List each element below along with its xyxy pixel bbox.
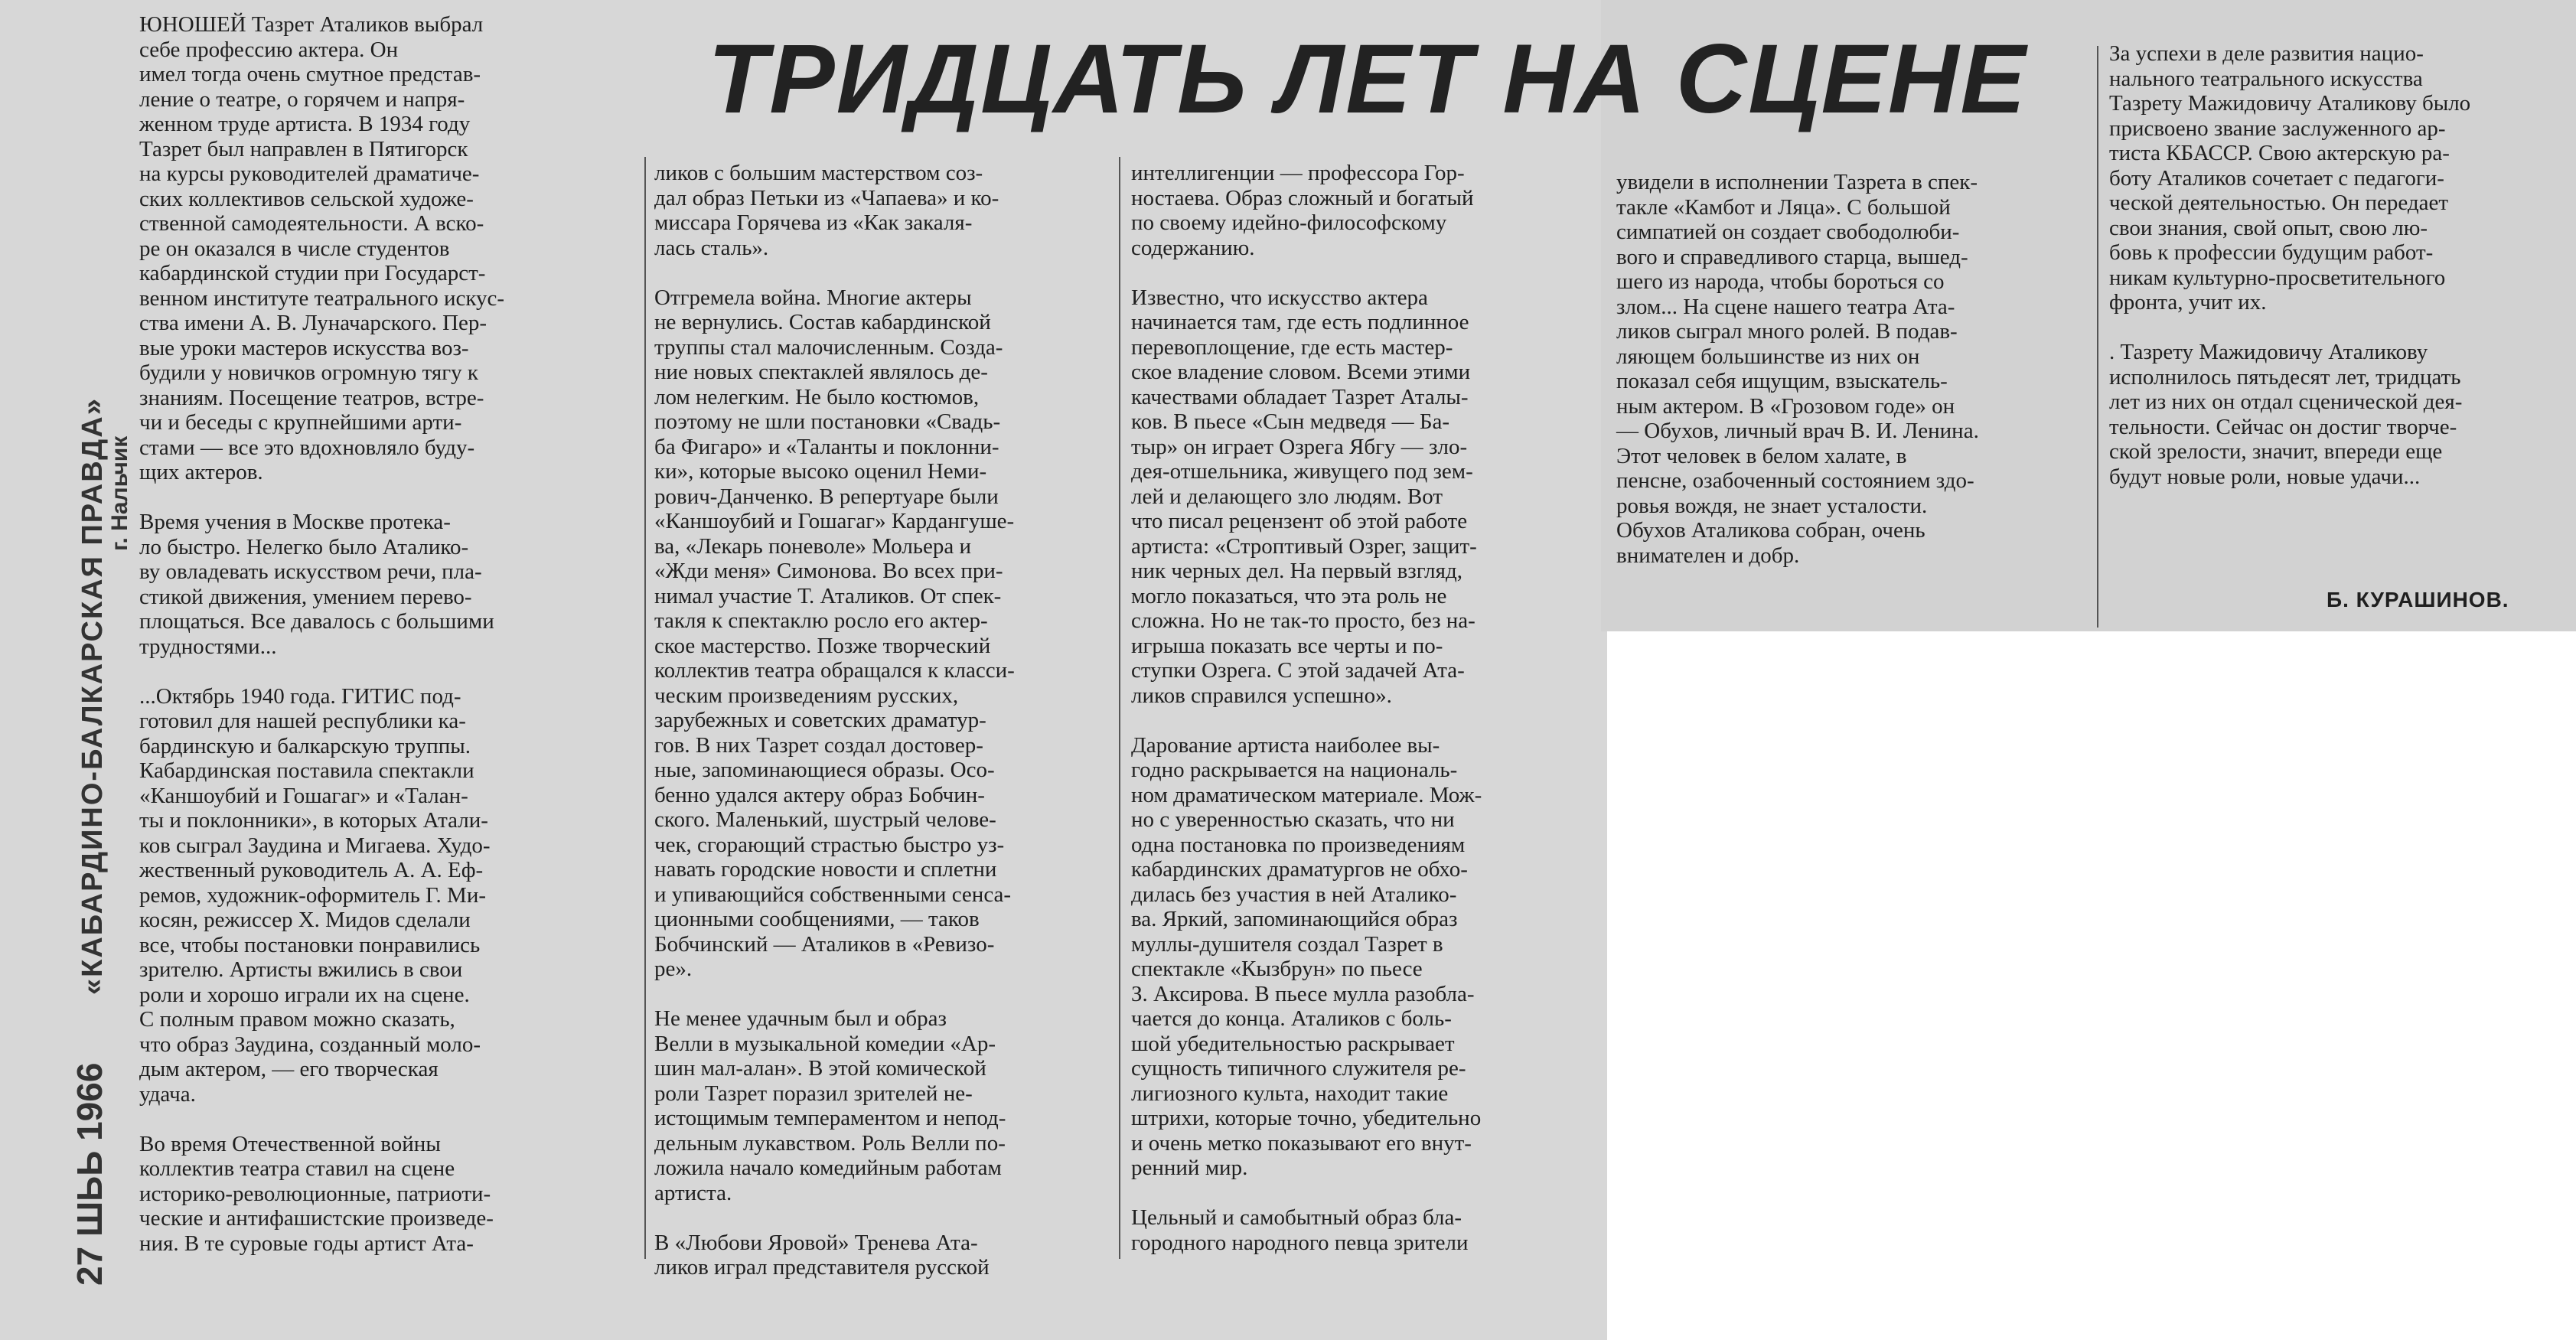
newspaper-name-stamp: «КАБАРДИНО-БАЛКАРСКАЯ ПРАВДА» [77,397,109,995]
date-stamp: 27 ШЬЬ 1966 [70,1062,109,1286]
city-note: г. Нальчик [107,435,132,551]
article-column-4: увидели в исполнении Тазрета в спек- такле «Камбот и Ляца». С большой симпатией он создает свободолюби- вого и справедливого старца, вышед- шего из народа, чтобы бороться со злом... На сцене нашего театра Ата- ликов сыграл много ролей. В подав- ляющем большинстве из них он показал себя ищущим, взыскатель- ным актером. В «Грозовом годе» он — Обухов, личный врач В. И. Ленина. Этот человек в белом халате, в пенсне, озабоченный состоянием здо- ровья вождя, не знает усталости. Обухов Аталикова собран, очень внимателен и добр. [1616,170,1979,568]
article-column-3: интеллигенции — профессора Гор- ностаева. Образ сложный и богатый по своему идейно-философскому содержанию. Известно, что искусство актера начинается там, где есть подлинное перевоплощение, где есть мастер- ское владение словом. Всеми этими качествами обладает Тазрет Аталы- ков. В пьесе «Сын медведя — Ба- тыр» он играет Озрега Ябгу — зло- дея-отшельника, живущего под зем- лей и делающего зло людям. Вот что писал рецензент об этой работе артиста: «Строптивый Озрег, защит- ник черных дел. На первый взгляд, могло показаться, что эта роль не сложна. Но не так-то просто, без на- игрыша показать все черты и по- ступки Озрега. С этой задачей Ата- ликов справился успешно». Дарование артиста наиболее вы- годно раскрывается на националь- ном драматическом материале. Мож- но с уверенностью сказать, что ни одна постановка по произведениям кабардинских драматургов не обхо- дилась без участия в ней Аталико- ва. Яркий, запоминающийся образ муллы-душителя создал Тазрет в спектакле «Кызбрун» по пьесе З. Аксирова. В пьесе мулла разобла- чается до конца. Аталиков с боль- шой убедительностью раскрывает сущность типичного служителя ре- лигиозного культа, находит такие штрихи, которые точно, убедительно и очень метко показывают его внут- ренний мир. Цельный и самобытный образ бла- городного народного певца зрители [1131,161,1482,1255]
article-author: Б. КУРАШИНОВ. [2327,588,2509,611]
article-column-5: За успехи в деле развития нацио- нального театрального искусства Тазрету Мажидовичу Аталикову было присвоено звание заслуженного ар- тиста КБАССР. Свою актерскую ра- боту Аталиков сочетает с педагоги- ческой деятельностью. Он передает свои знания, свой опыт, свою лю- бовь к профессии будущим работ- никам культурно-просветительного фронта, учит их. . Тазрету Мажидовичу Аталикову исполнилось пятьдесят лет, тридцать лет из них он отдал сценической дея- тельности. Сейчас он достиг творче- ской зрелости, значит, впереди еще будут новые роли, новые удачи... [2109,41,2471,489]
article-column-1: ЮНОШЕЙ Тазрет Аталиков выбрал себе профессию актера. Он имел тогда очень смутное представ- ление о театре, о горячем и напря- женном труде артиста. В 1934 году Тазрет был направлен в Пятигорск на курсы руководителей драматиче- ских коллективов сельской художе- ственной самодеятельности. А вско- ре он оказался в числе студентов кабардинской студии при Государст- венном институте театрального искус- ства имени А. В. Луначарского. Пер- вые уроки мастеров искусства воз- будили у новичков огромную тягу к знаниям. Посещение театров, встре- чи и беседы с крупнейшими арти- стами — все это вдохновляло буду- щих актеров. Время учения в Москве протека- ло быстро. Нелегко было Аталико- ву овладевать искусством речи, пла- стикой движения, умением перево- площаться. Все давалось с большими трудностями... ...Октябрь 1940 года. ГИТИС под- готовил для нашей республики ка- бардинскую и балкарскую труппы. Кабардинская поставила спектакли «Каншоубий и Гошагаг» и «Талан- ты и поклонники», в которых Атали- ков сыграл Заудина и Мигаева. Худо- жественный руководитель А. А. Еф- ремов, художник-оформитель Г. Ми- косян, режиссер Х. Мидов сделали все, чтобы постановки понравились зрителю. Артисты вжились в свои роли и хорошо играли их на сцене. С полным правом можно сказать, что образ Заудина, созданный моло- дым актером, — его творческая удача. Во время Отечественной войны коллектив театра ставил на сцене историко-революционные, патриоти- ческие и антифашистские произведе- ния. В те суровые годы артист Ата- [139,12,505,1256]
column-divider [644,157,646,1259]
column-divider [2097,46,2098,628]
column-divider [1119,157,1120,1259]
article-column-2: ликов с большим мастерством соз- дал образ Петьки из «Чапаева» и ко- миссара Горячева из «Как закаля- лась сталь». Отгремела война. Многие актеры не вернулись. Состав кабардинской труппы стал малочисленным. Созда- ние новых спектаклей являлось де- лом нелегким. Не было костюмов, поэтому не шли постановки «Свадь- ба Фигаро» и «Таланты и поклонни- ки», которые высоко оценил Неми- рович-Данченко. В репертуаре были «Каншоубий и Гошагаг» Кардангуше- ва, «Лекарь поневоле» Мольера и «Жди меня» Симонова. Во всех при- нимал участие Т. Аталиков. От спек- такля к спектаклю росло его актер- ское мастерство. Позже творческий коллектив театра обращался к класси- ческим произведениям русских, зарубежных и советских драматур- гов. В них Тазрет создал достовер- ные, запоминающиеся образы. Осо- бенно удался актеру образ Бобчин- ского. Маленький, шустрый челове- чек, сгорающий страстью быстро уз- навать городские новости и сплетни и упивающийся собственными сенса- ционными сообщениями, — таков Бобчинский — Аталиков в «Ревизо- ре». Не менее удачным был и образ Велли в музыкальной комедии «Ар- шин мал-алан». В этой комической роли Тазрет поразил зрителей не- истощимым темпераментом и непод- дельным лукавством. Роль Велли по- ложила начало комедийным работам артиста. В «Любови Яровой» Тренева Ата- ликов играл представителя русской [654,161,1015,1280]
article-headline: ТРИДЦАТЬ ЛЕТ НА СЦЕНЕ [708,24,2027,134]
